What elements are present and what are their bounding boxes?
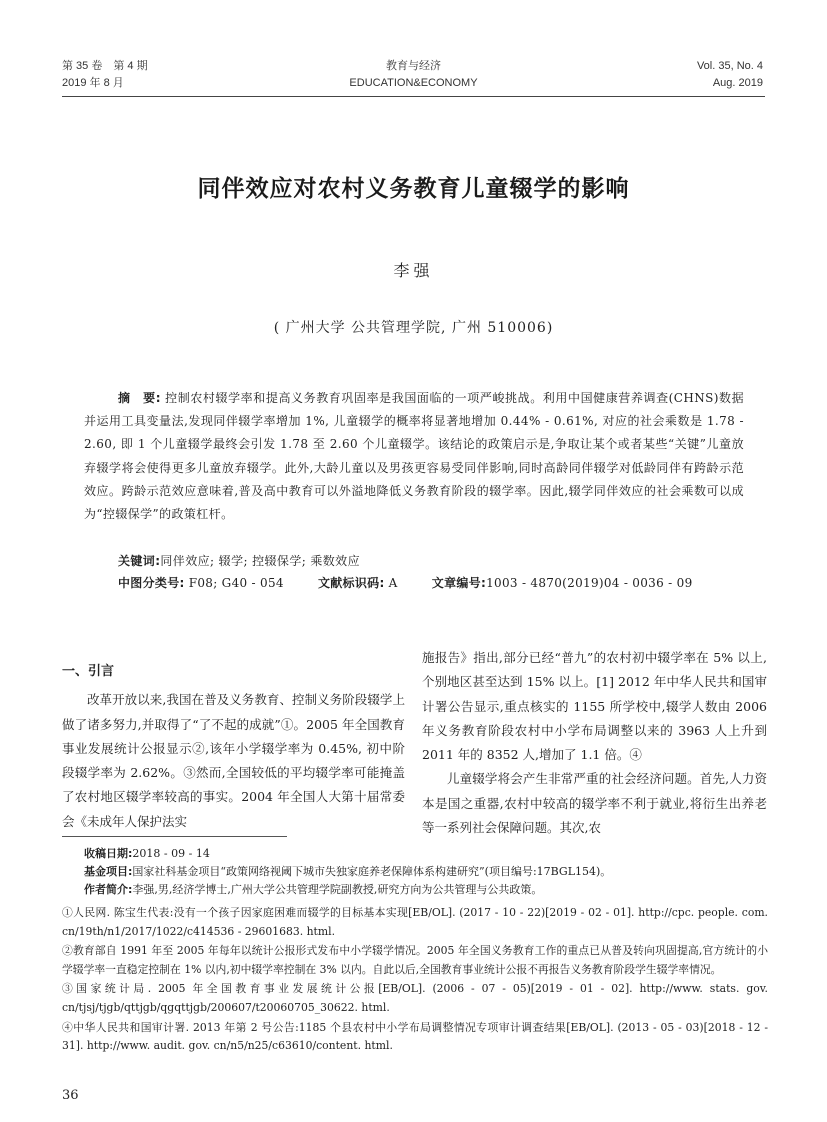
classification-line: [118, 574, 723, 591]
article-number-value: 1003 - 4870(2019)04 - 0036 - 09: [486, 576, 693, 590]
footnote-item: ①人民网. 陈宝生代表:没有一个孩子因家庭困难而辍学的目标基本实现[EB/OL]. (2017 - 10 - 22)[2019 - 02 - 01]. http://cpc. people. com. cn/19th/n1/2017/1022/c414536 - 29601683. html.: [62, 906, 768, 938]
volume-issue: 第 35 卷 第 4 期: [62, 60, 148, 72]
article-number-label: 文章编号:: [431, 576, 487, 590]
header-divider: [62, 96, 765, 97]
author-bio: [84, 881, 764, 899]
doc-code-value: A: [384, 576, 398, 590]
received-label: 收稿日期:: [84, 847, 133, 860]
author-bio-value: 李强,男,经济学博士,广州大学公共管理学院副教授,研究方向为公共管理与公共政策。: [132, 883, 543, 896]
keywords-text: 同伴效应; 辍学; 控辍保学; 乘数效应: [160, 554, 360, 568]
received-value: 2018 - 09 - 14: [132, 847, 210, 860]
footnotes: [62, 904, 768, 1057]
fund-value: 国家社科基金项目“政策网络视阈下城市失独家庭养老保障体系构建研究”(项目编号:17BGL154)。: [132, 865, 612, 878]
publication-date: 2019 年 8 月: [62, 77, 124, 89]
journal-name-cn: 教育与经济: [386, 60, 441, 72]
body-paragraph: 儿童辍学将会产生非常严重的社会经济问题。首先,人力资本是国之重器,农村中较高的辍学率不利于就业,将衍生出养老等一系列社会保障问题。其次,农: [422, 771, 767, 836]
fund-project: [84, 863, 764, 881]
body-column-right: [422, 646, 767, 840]
keywords-label: 关键词:: [118, 554, 161, 568]
doc-code-label: 文献标识码:: [317, 576, 385, 590]
body-paragraph: 改革开放以来,我国在普及义务教育、控制义务阶段辍学上做了诸多努力,并取得了“了不起的成就”①。2005 年全国教育事业发展统计公报显示②,该年小学辍学率为 0.45%, 初中阶段辍学率为 2.62%。③然而,全国较低的平均辍学率可能掩盖了农村地区辍学率较高的事实。2004 年全国人大第十届常委会《未成年人保护法实: [62, 692, 405, 829]
fund-label: 基金项目:: [84, 865, 133, 878]
clc-label: 中图分类号:: [118, 576, 185, 590]
body-column-left: [62, 660, 405, 834]
author-name: 李强: [393, 261, 434, 280]
abstract: [84, 387, 744, 526]
volume-issue-en: Vol. 35, No. 4: [696, 60, 763, 72]
abstract-label: 摘 要:: [118, 391, 161, 405]
abstract-text: 控制农村辍学率和提高义务教育巩固率是我国面临的一项严峻挑战。利用中国健康营养调查(CHNS)数据并运用工具变量法,发现同伴辍学率增加 1%, 儿童辍学的概率将显著地增加 0.44% - 0.61%, 对应的社会乘数是 1.78 - 2.60, 即 1 个儿童辍学最终会引发 1.78 至 2.60 个儿童辍学。该结论的政策启示是,争取让某个或者某些“关键”儿童放弃辍学将会使得更多儿童放弃辍学。此外,大龄儿童以及男孩更容易受同伴影响,同时高龄同伴辍学对低龄同伴有跨龄示范效应。跨龄示范效应意味着,普及高中教育可以外溢地降低义务教育阶段的辍学率。因此,辍学同伴效应的社会乘数可以成为“控辍保学”的政策杠杆。: [84, 391, 744, 522]
journal-issue-en: [697, 58, 763, 92]
section-heading: 一、引言: [62, 664, 115, 679]
page-number: 36: [62, 1088, 79, 1103]
footnote-item: ④中华人民共和国审计署. 2013 年第 2 号公告:1185 个县农村中小学布局调整情况专项审计调查结果[EB/OL]. (2013 - 05 - 03)[2018 - 12 - 31]. http://www. audit. gov. cn/n5/n25/c63610/content. html.: [62, 1020, 768, 1053]
footnote-item: ②教育部自 1991 年至 2005 年每年以统计公报形式发布中小学辍学情况。2005 年全国义务教育工作的重点已从普及转向巩固提高,官方统计的小学辍学率一直稳定控制在 1% 以内,初中辍学率控制在 3% 以内。自此以后,全国教育事业统计公报不再报告义务教育阶段学生辍学率情况。: [62, 944, 768, 976]
received-date: [84, 845, 764, 863]
keywords: [118, 552, 360, 569]
author-bio-label: 作者简介:: [84, 883, 133, 896]
publication-date-en: Aug. 2019: [712, 77, 763, 89]
author-affiliation: ( 广州大学 公共管理学院, 广州 510006): [273, 320, 554, 336]
journal-name-en: EDUCATION&ECONOMY: [349, 77, 478, 89]
clc-value: F08; G40 - 054: [184, 576, 284, 590]
paper-title: 同伴效应对农村义务教育儿童辍学的影响: [197, 176, 630, 202]
footnote-divider: [62, 836, 287, 837]
footnote-item: ③国家统计局. 2005 年全国教育事业发展统计公报[EB/OL]. (2006 - 07 - 05)[2019 - 01 - 02]. http://www. stats. gov. cn/tjsj/tjgb/qttjgb/qgqttjgb/200607/t20060705_30622. html.: [62, 982, 768, 1014]
body-paragraph-continued: 施报告》指出,部分已经“普九”的农村初中辍学率在 5% 以上,个别地区甚至达到 15% 以上。[1] 2012 年中华人民共和国审计署公告显示,重点核实的 1155 所学校中,辍学人数由 2006 年义务教育阶段农村中小学布局调整以来的 3963 人上升到 2011 年的 8352 人,增加了 1.1 倍。④: [422, 650, 767, 763]
article-notes: [84, 845, 764, 899]
